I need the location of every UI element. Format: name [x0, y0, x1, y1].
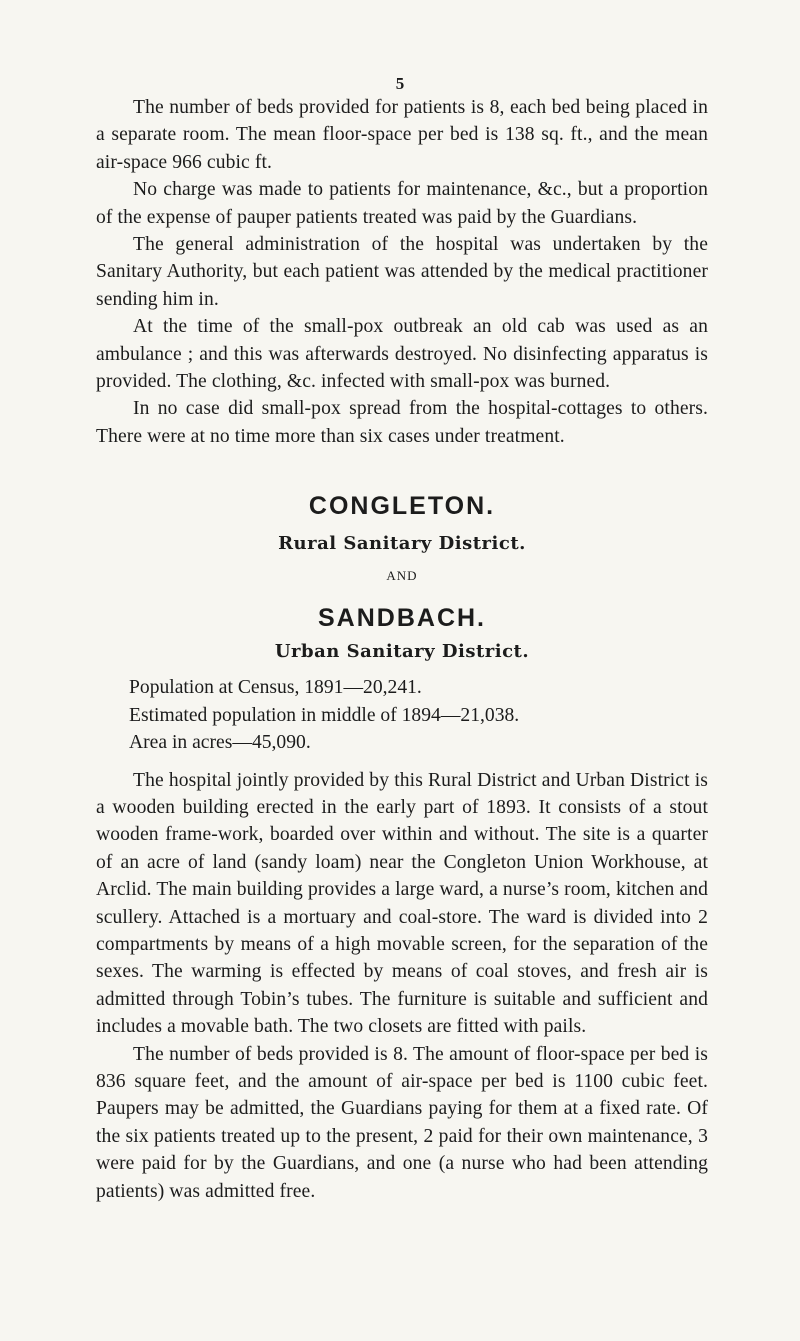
heading-and: AND	[386, 568, 418, 584]
heading-sandbach: SANDBACH.	[318, 604, 486, 633]
section-one	[96, 94, 708, 450]
paragraph-hospital-building: The hospital jointly provided by this Rural District and Urban District is a wooden building erected in the early part of 1893. It consists of a stout wooden frame-work, boarded over within and without. The site is a quarter of an acre of land (sandy loam) near the Congleton Union Workhouse, at Arclid. The main building provides a large ward, a nurse’s room, kitchen and scullery. Attached is a mortuary and coal-store. The ward is divided into 2 compartments by means of a high movable screen, for the separation of the sexes. The warming is effected by means of coal stoves, and fresh air is admitted through Tobin’s tubes. The furniture is suitable and sufficient and includes a movable bath. The two closets are fitted with pails.	[96, 769, 708, 1038]
stat-census: Population at Census, 1891—20,241.	[129, 677, 422, 699]
paragraph-ambulance: At the time of the small-pox outbreak an old cab was used as an ambulance ; and this was afterwards destroyed. No disinfecting apparatus is provided. The clothing, &c. infected with small-pox was burned.	[96, 316, 708, 393]
page-number: 5	[395, 74, 405, 93]
heading-rural-district: Rural Sanitary District.	[278, 533, 526, 555]
paragraph-administration: The general administration of the hospital was undertaken by the Sanitary Authority, but each patient was attended by the medical practitioner sending him in.	[96, 234, 708, 310]
heading-urban-district: Urban Sanitary District.	[274, 641, 530, 663]
paragraph-beds: The number of beds provided for patients is 8, each bed being placed in a separate room. The mean floor-space per bed is 138 sq. ft., and the mean air-space 966 cubic ft.	[96, 97, 708, 173]
district-heading	[96, 492, 708, 662]
paragraph-spread: In no case did small-pox spread from the hospital-cottages to others. There were at no time more than six cases under treatment.	[96, 398, 708, 447]
paragraph-beds-space: The number of beds provided is 8. The amount of floor-space per bed is 836 square feet, and the amount of air-space per bed is 1100 cubic feet. Paupers may be admitted, the Guardians paying for them at a fixed rate. Of the six patients treated up to the present, 2 paid for their own maintenance, 3 were paid for by the Guardians, and one (a nurse who had been attending patients) was admitted free.	[96, 1043, 708, 1202]
page-content	[96, 72, 708, 1205]
section-two	[96, 767, 708, 1206]
population-stats	[92, 674, 708, 756]
heading-congleton: CONGLETON.	[308, 492, 496, 521]
paragraph-charges: No charge was made to patients for maintenance, &c., but a proportion of the expense of pauper patients treated was paid by the Guardians.	[96, 179, 708, 228]
stat-estimated: Estimated population in middle of 1894—21,038.	[129, 704, 520, 726]
stat-area: Area in acres—45,090.	[129, 732, 311, 754]
